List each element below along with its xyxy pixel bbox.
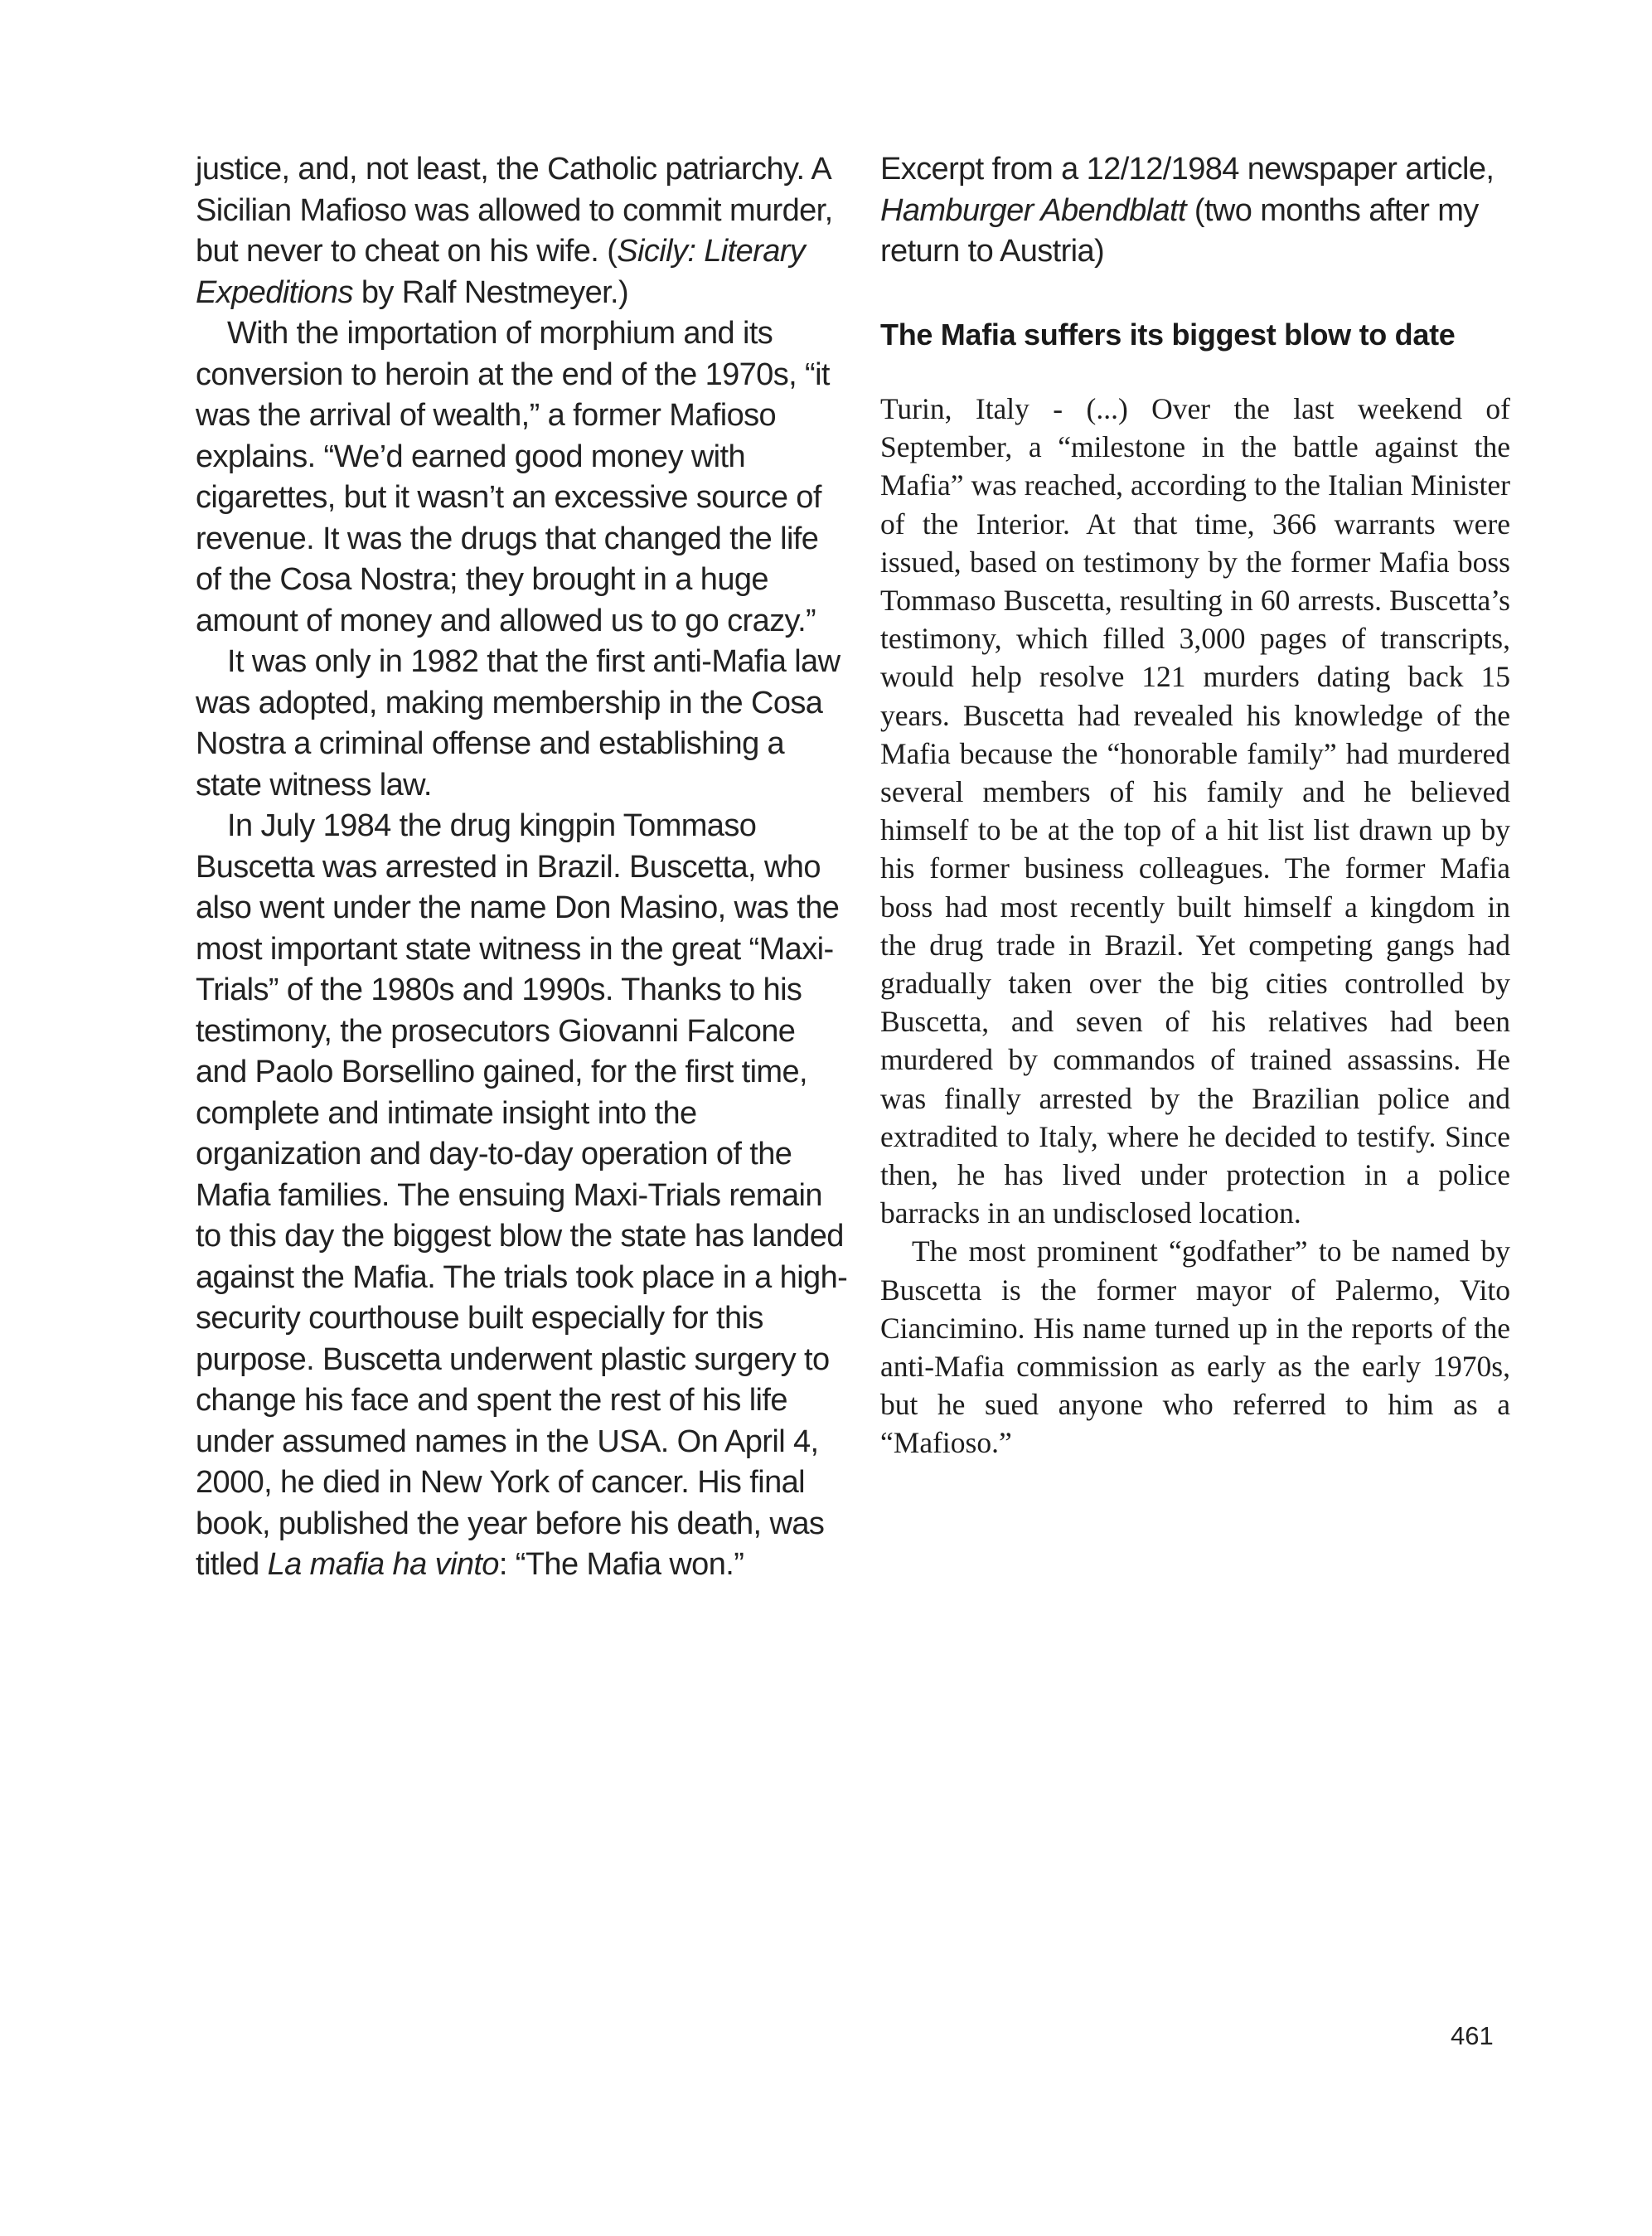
book-title: Sicily: Literary Expeditions bbox=[196, 234, 806, 310]
paragraph-text: : “The Mafia won.” bbox=[498, 1547, 744, 1582]
left-column bbox=[196, 149, 850, 1586]
intro-text: Excerpt from a 12/12/1984 newspaper article, bbox=[880, 152, 1495, 187]
paragraph-heroin: With the importation of morphium and its conversion to heroin at the end of the 1970s, “it was the arrival of wealth,” a former Mafioso explains. “We’d earned good money with cigarettes, but it wasn’t an excessive source of revenue. It was the drugs that changed the life of the Cosa Nostra; they brought in a huge amount of money and allowed us to go crazy.” bbox=[196, 316, 830, 638]
right-column bbox=[880, 149, 1527, 1460]
paragraph-text: by Ralf Nestmeyer.) bbox=[352, 274, 629, 310]
article-paragraph: The most prominent “godfather” to be named by Buscetta is the former mayor of Palermo, Vito Ciancimino. His name turned up in the reports of the anti-Mafia commission as early as the early 1970s, but he sued anyone who referred to him as a “Mafioso.” bbox=[880, 1234, 1510, 1460]
page-number: 461 bbox=[1451, 2021, 1494, 2050]
intro-text: (two months after my return to Austria) bbox=[880, 192, 1479, 269]
article-paragraph: Turin, Italy - (...) Over the last weekend of September, a “milestone in the battle against the Mafia” was reached, according to the Italian Minister of the Interior. At that time, 366 warrants were issued, based on testimony by the former Mafia boss Tommaso Buscetta, resulting in 60 arrests. Buscetta’s testimony, which filled 3,000 pages of transcripts, would help resolve 121 murders dating back 15 years. Buscetta had revealed his knowledge of the Mafia because the “honorable family” had murdered several members of his family and he believed himself to be at the top of a hit list list drawn up by his former business colleagues. The former Mafia boss had most recently built himself a kingdom in the drug trade in Brazil. Yet competing gangs had gradually taken over the big cities controlled by Buscetta, and seven of his relatives had been murdered by commandos of trained assassins. He was finally arrested by the Brazilian police and extradited to Italy, where he decided to testify. Since then, he has lived under protection in a police barracks in an undisclosed location. bbox=[880, 392, 1510, 1230]
paragraph-patriarchy bbox=[196, 149, 850, 313]
book-title: La mafia ha vinto bbox=[267, 1547, 499, 1582]
paragraph-text: In July 1984 the drug kingpin Tommaso Buscetta was arrested in Brazil. Buscetta, who also went under the name Don Masino, was the most important state witness in the great “Maxi-Trials” of the 1980s and 1990s. Thanks to his testimony, the prosecutors Giovanni Falcone and Paolo Borsellino gained, for the first time, complete and intimate insight into the organization and day-to-day operation of the Mafia families. The ensuing Maxi-Trials remain to this day the biggest blow the state has landed against the Mafia. The trials took place in a high-security courthouse built especially for this purpose. Buscetta underwent plastic surgery to change his face and spent the rest of his life under assumed names in the USA. On April 4, 2000, he died in New York of cancer. His final book, published the year before his death, was titled bbox=[196, 808, 848, 1582]
newspaper-name: Hamburger Abendblatt bbox=[880, 192, 1186, 228]
excerpt-intro bbox=[880, 149, 1527, 273]
paragraph-anti-mafia-law: It was only in 1982 that the first anti-Mafia law was adopted, making membership in the Cosa Nostra a criminal offense and establishing a state witness law. bbox=[196, 644, 841, 803]
article-headline: The Mafia suffers its biggest blow to date bbox=[880, 318, 1456, 352]
paragraph-text: justice, and, not least, the Catholic patriarchy. A Sicilian Mafioso was allowed to commit murder, but never to cheat on his wife. ( bbox=[196, 152, 833, 269]
paragraph-buscetta bbox=[196, 806, 850, 1586]
newspaper-article bbox=[880, 390, 1510, 1462]
